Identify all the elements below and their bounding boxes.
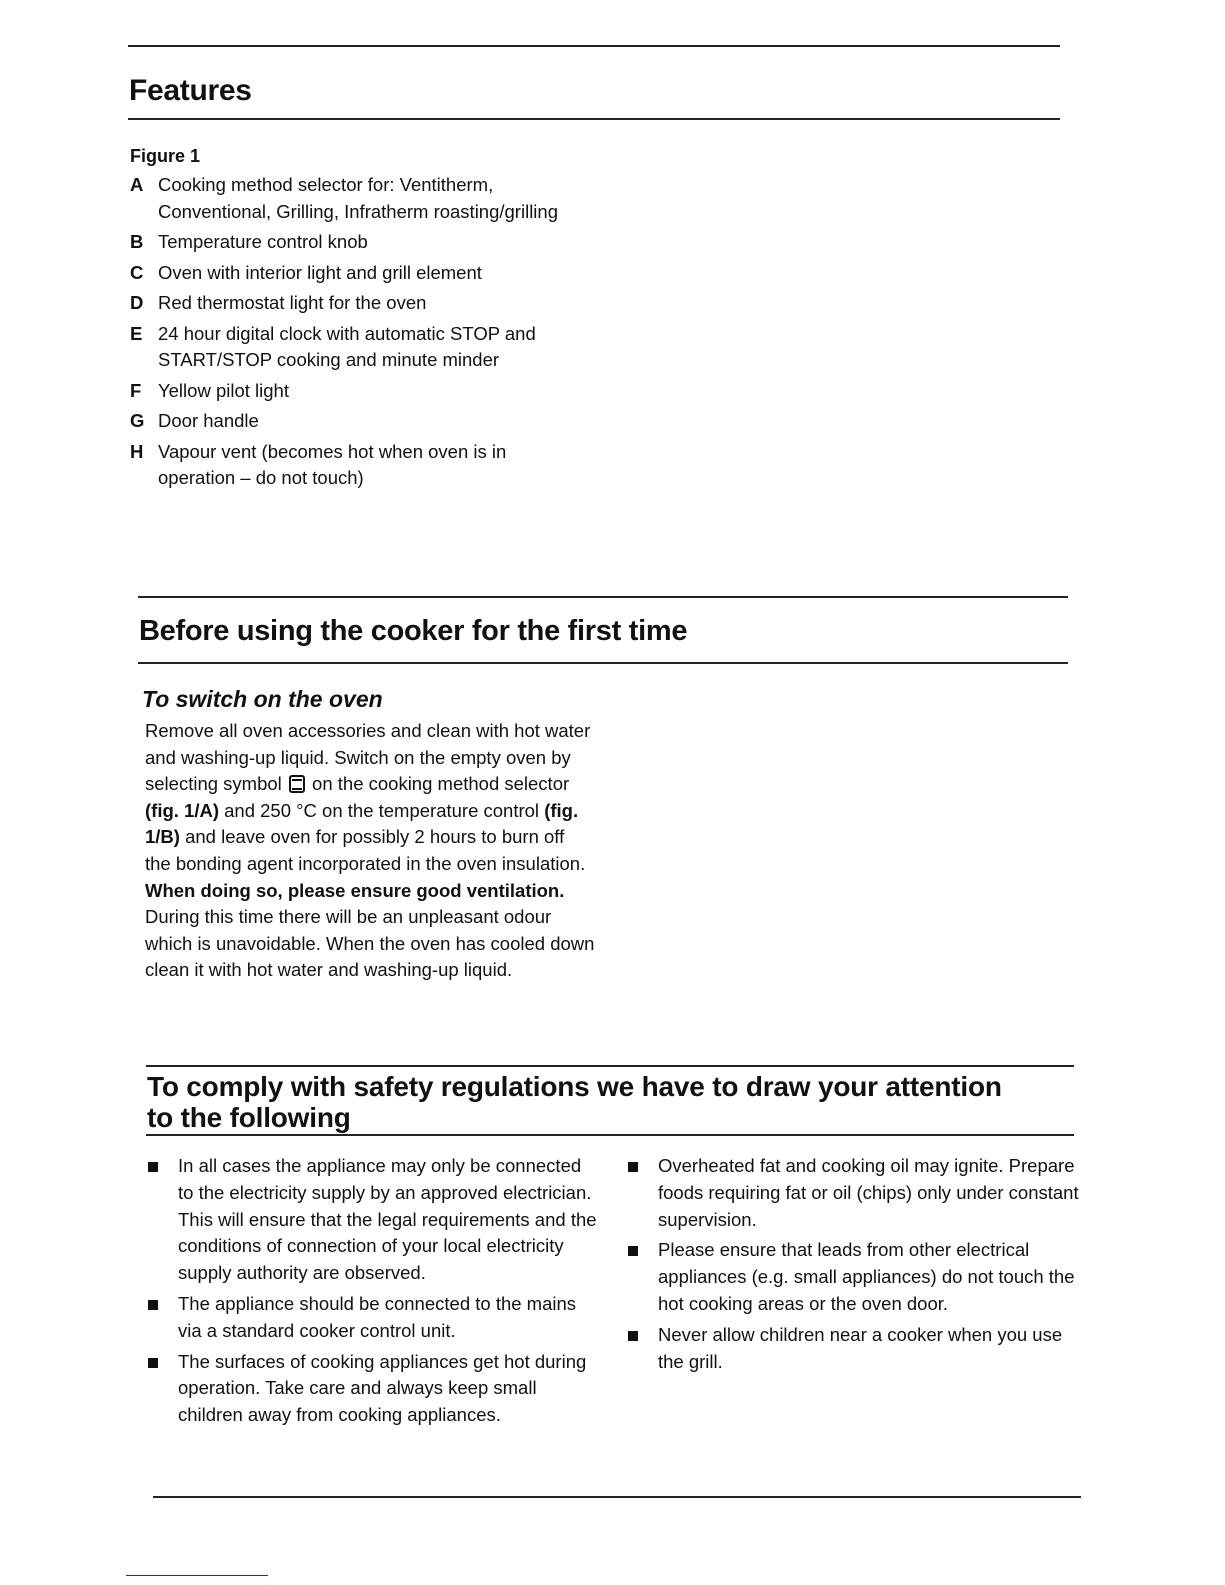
safety-item: [628, 1322, 1080, 1376]
safety-text: The appliance should be connected to the mains via a standard cooker control unit.: [178, 1292, 577, 1341]
safety-heading: To comply with safety regulations we have to draw your attention to the following: [147, 1071, 1002, 1133]
feature-text: Oven with interior light and grill element: [158, 261, 482, 283]
bullet-square-icon: [148, 1153, 178, 1287]
figure-ref: (fig. 1/B): [145, 799, 579, 848]
feature-text: Vapour vent (becomes hot when oven is in operation – do not touch): [158, 440, 507, 488]
feature-letter: D: [130, 292, 144, 313]
para-text: Remove all oven accessories and clean with hot water and washing-up liquid. Switch on the empty oven by selecting symbol: [145, 720, 591, 795]
feature-item: [130, 408, 600, 435]
safety-item: [148, 1153, 600, 1287]
safety-right-list: [628, 1153, 1080, 1379]
safety-item: [148, 1349, 600, 1429]
bullet-square-icon: [148, 1291, 178, 1345]
divider: [138, 596, 1068, 598]
bullet-square-icon: [628, 1237, 658, 1317]
para-text: and 250 °C on the temperature control: [224, 799, 540, 821]
oven-top-bottom-heat-icon: [289, 775, 305, 793]
para-text: During this time there will be an unpleasant odour which is unavoidable. When the oven has cooled down clean it with hot water and washing-up liquid.: [145, 906, 595, 981]
first-time-heading: Before using the cooker for the first time: [139, 615, 688, 647]
feature-item: [130, 229, 600, 256]
para-text: and leave oven for possibly 2 hours to burn off the bonding agent incorporated in the oven insulation.: [145, 826, 586, 874]
safety-text: Please ensure that leads from other electrical appliances (e.g. small appliances) do not touch the hot cooking areas or the oven door.: [658, 1239, 1075, 1314]
safety-item: [628, 1153, 1080, 1233]
feature-letter: H: [130, 440, 144, 462]
feature-text: Door handle: [158, 410, 259, 431]
divider: [146, 1065, 1074, 1067]
divider: [138, 662, 1068, 664]
divider: [128, 118, 1060, 120]
bullet-square-icon: [628, 1322, 658, 1376]
figure-label: Figure 1: [130, 146, 201, 166]
switch-on-paragraph: [145, 718, 595, 984]
feature-letter: C: [130, 261, 144, 283]
safety-item: [628, 1237, 1080, 1317]
safety-text: Overheated fat and cooking oil may ignite. Prepare foods requiring fat or oil (chips) only under constant supervision.: [658, 1155, 1079, 1230]
safety-text: The surfaces of cooking appliances get hot during operation. Take care and always keep small children away from cooking appliances.: [178, 1350, 587, 1426]
feature-text: 24 hour digital clock with automatic STOP and START/STOP cooking and minute minder: [158, 322, 536, 370]
bullet-square-icon: [148, 1349, 178, 1429]
feature-item: [130, 378, 600, 405]
bullet-square-icon: [628, 1153, 658, 1233]
feature-text: Red thermostat light for the oven: [158, 292, 427, 313]
feature-item: [130, 290, 600, 317]
divider: [153, 1496, 1081, 1498]
feature-item: [130, 321, 600, 374]
feature-text: Yellow pilot light: [158, 379, 289, 401]
ventilation-warning: When doing so, please ensure good ventilation.: [145, 879, 565, 901]
feature-item: [130, 260, 600, 287]
safety-left-list: [148, 1153, 600, 1433]
divider: [146, 1134, 1074, 1136]
feature-letter: F: [130, 379, 142, 401]
feature-item: [130, 439, 600, 492]
safety-text: Never allow children near a cooker when you use the grill.: [658, 1323, 1063, 1372]
safety-item: [148, 1291, 600, 1345]
para-text: on the cooking method selector: [312, 773, 570, 795]
safety-text: In all cases the appliance may only be connected to the electricity supply by an approved electrician. This will ensure that the legal requirements and the conditions of connection of your local electricity supply authority are observed.: [178, 1155, 597, 1284]
figure-ref: (fig. 1/A): [145, 799, 219, 821]
feature-text: Cooking method selector for: Ventitherm, Conventional, Grilling, Infratherm roasting/grilling: [158, 174, 558, 222]
features-heading: Features: [129, 74, 252, 107]
divider: [128, 45, 1060, 47]
feature-item: [130, 172, 600, 225]
page-edge-mark: [126, 1575, 268, 1576]
feature-letter: A: [130, 174, 144, 195]
feature-letter: E: [130, 322, 143, 344]
switch-on-subheading: To switch on the oven: [142, 686, 383, 712]
feature-letter: G: [130, 410, 145, 431]
feature-letter: B: [130, 231, 144, 252]
feature-text: Temperature control knob: [158, 231, 368, 252]
features-list: [130, 172, 600, 496]
